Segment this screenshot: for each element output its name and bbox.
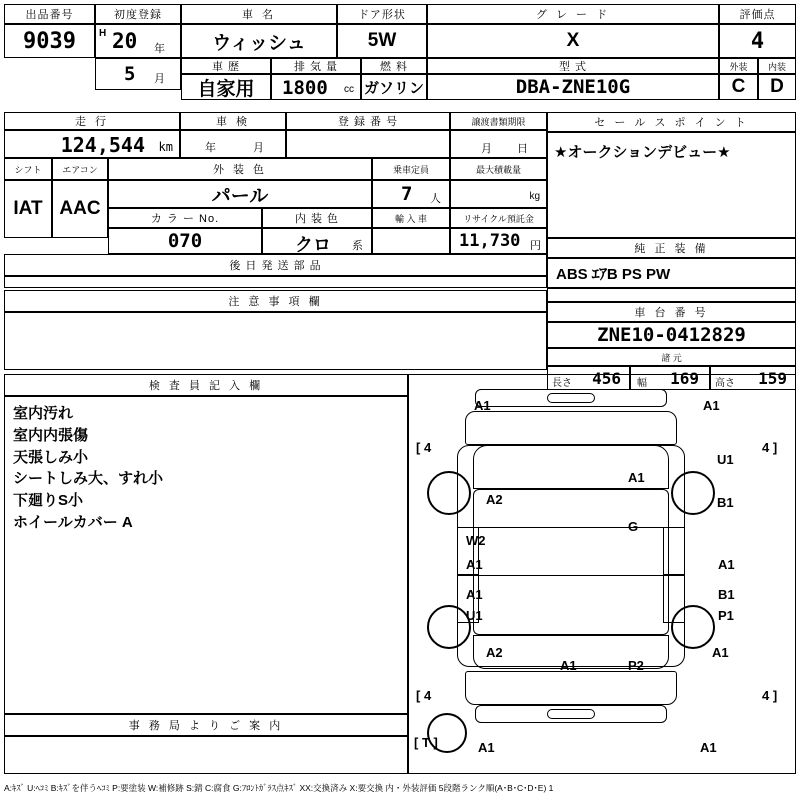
door-value-cell — [337, 24, 427, 58]
seats: 7 — [401, 183, 413, 205]
inspector-label: 検 査 員 記 入 欄 — [148, 380, 264, 392]
wheel-front-right — [671, 471, 715, 515]
oem-value-cell — [547, 258, 796, 288]
trunk-shape — [465, 671, 677, 705]
inspector-note-4: 下廻りS小 — [13, 492, 84, 509]
reg-no-label: 登 録 番 号 — [337, 116, 399, 128]
damage-mark-18: A1 — [560, 658, 577, 673]
shaken-value-cell — [180, 130, 286, 158]
rating: 4 — [750, 28, 765, 54]
shaken-label: 車 検 — [215, 116, 251, 128]
inspector-note-2: 天張しみ小 — [13, 448, 89, 466]
mileage-unit: km — [158, 140, 173, 154]
displacement-unit: cc — [344, 84, 354, 95]
int-grade-value-cell — [758, 74, 796, 100]
caution-value-cell — [4, 312, 547, 370]
damage-mark-1: A1 — [703, 398, 720, 413]
width-label: 幅 — [637, 378, 647, 389]
later-parts-value-cell — [4, 276, 547, 288]
door-label: ドア形状 — [358, 9, 406, 21]
damage-mark-9: W2 — [466, 533, 486, 548]
damage-mark-16: A2 — [486, 645, 503, 660]
recycle-label-cell — [450, 208, 547, 228]
ext-grade-value-cell — [719, 74, 758, 100]
transfer-label: 譲渡書類期限 — [471, 116, 526, 127]
sales-point-label: セ ー ル ス ポ イ ン ト — [594, 117, 749, 129]
lot-no-label-cell — [4, 4, 95, 24]
office-label: 事 務 局 よ り ご 案 内 — [128, 720, 284, 732]
damage-mark-21: 4 ] — [762, 688, 778, 703]
seats-label: 乗車定員 — [392, 164, 429, 175]
color-no-label-cell — [108, 208, 262, 228]
chassis-label-cell — [547, 302, 796, 322]
maxload-value-cell — [450, 180, 547, 208]
maxload-label-cell — [450, 158, 547, 180]
model-label: 型 式 — [558, 61, 588, 73]
int-color-label-cell — [262, 208, 372, 228]
exterior-label: 外装 — [729, 61, 748, 72]
exterior-grade: C — [731, 76, 746, 97]
transfer-label-cell — [450, 112, 547, 130]
damage-mark-4: A1 — [628, 470, 645, 485]
ext-color: パール — [211, 185, 269, 207]
displacement-label-cell — [271, 58, 361, 74]
import-label-cell — [372, 208, 450, 228]
office-label-cell — [4, 714, 408, 736]
displacement-value-cell — [271, 74, 361, 100]
car-name: ウィッシュ — [212, 32, 306, 54]
fuel-label: 燃 料 — [379, 61, 409, 73]
displacement: 1800 — [282, 77, 328, 99]
first-reg-year-cell — [95, 24, 181, 58]
first-reg-era: H — [99, 28, 107, 39]
sales-point: ★オークションデビュー★ — [554, 144, 731, 161]
door-label-cell — [337, 4, 427, 24]
recycle: 11,730 — [459, 231, 521, 251]
mileage-value-cell — [4, 130, 180, 158]
maxload-label: 最大積載量 — [475, 164, 521, 175]
aircon-value-cell — [52, 180, 108, 238]
length: 456 — [592, 369, 621, 388]
oem-label: 純 正 装 備 — [634, 243, 709, 255]
car-name-label-cell — [181, 4, 337, 24]
damage-mark-20: [ 4 — [416, 688, 432, 703]
int-color-label: 内 装 色 — [294, 213, 340, 225]
inspector-note-5: ホイールカバー A — [13, 513, 133, 531]
roof-line-2 — [473, 575, 669, 576]
inspector-label-cell — [4, 374, 408, 396]
damage-mark-14: U1 — [466, 608, 483, 623]
recycle-unit: 円 — [530, 240, 541, 252]
door: 5W — [367, 30, 397, 51]
rating-label-cell — [719, 4, 796, 24]
shift-value-cell — [4, 180, 52, 238]
roof-line-1 — [473, 527, 669, 528]
shaken-year-unit: 年 — [205, 142, 216, 154]
int-color-unit: 系 — [352, 240, 363, 252]
damage-mark-13: B1 — [718, 587, 735, 602]
damage-mark-0: A1 — [474, 398, 491, 413]
mileage: 124,544 — [60, 133, 145, 157]
color-no: 070 — [167, 230, 203, 252]
grade-label: グ レ ー ド — [535, 9, 611, 21]
rating-label: 評価点 — [739, 9, 776, 21]
first-reg-year-unit: 年 — [154, 43, 165, 55]
displacement-label: 排 気 量 — [293, 61, 339, 73]
caution-label-cell — [4, 290, 547, 312]
fuel: ガソリン — [363, 79, 424, 97]
shift-label: シフト — [14, 164, 42, 175]
transfer-month: 月 — [481, 143, 492, 155]
lot-no: 9039 — [23, 28, 76, 54]
rating-value-cell — [719, 24, 796, 58]
oem: ABS ｴｱB PS PW — [556, 265, 671, 283]
ext-color-label: 外 装 色 — [212, 164, 268, 176]
shaken-month-unit: 月 — [253, 142, 264, 154]
damage-mark-10: A1 — [466, 557, 483, 572]
history: 自家用 — [197, 78, 255, 100]
damage-mark-5: U1 — [717, 452, 734, 467]
damage-mark-6: A2 — [486, 492, 503, 507]
first-reg-month-unit: 月 — [154, 73, 165, 85]
sales-point-label-cell — [547, 112, 796, 132]
history-label: 車 歴 — [211, 61, 241, 73]
shift: IAT — [13, 198, 43, 219]
damage-diagram-panel — [408, 374, 796, 774]
aircon-label: エアコン — [62, 164, 98, 175]
damage-mark-24: A1 — [700, 740, 717, 755]
model: DBA-ZNE10G — [515, 76, 631, 98]
damage-mark-17: A1 — [712, 645, 729, 660]
grade: X — [566, 30, 580, 51]
first-reg-month: 5 — [124, 63, 136, 85]
inspector-note-1: 室内内張傷 — [13, 426, 89, 444]
damage-mark-8: G — [628, 519, 639, 534]
dimension-label: 諸 元 — [661, 352, 682, 363]
shift-label-cell — [4, 158, 52, 180]
seats-label-cell — [372, 158, 450, 180]
height-label: 高さ — [715, 378, 735, 389]
damage-mark-11: A1 — [718, 557, 735, 572]
office-value-cell — [4, 736, 408, 774]
damage-mark-12: A1 — [466, 587, 483, 602]
height: 159 — [758, 369, 787, 388]
ext-color-value-cell — [108, 180, 372, 208]
inspector-note-0: 室内汚れ — [13, 405, 74, 422]
import-value-cell — [372, 228, 450, 254]
reg-no-label-cell — [286, 112, 450, 130]
import-label: 輸 入 車 — [394, 213, 427, 224]
fuel-label-cell — [361, 58, 427, 74]
legend-footer: A:ｷｽﾞ U:ﾍｺﾐ B:ｷｽﾞを伴うﾍｺﾐ P:要塗装 W:補修跡 S:錆 C:腐食 G:ﾌﾛﾝﾄｶﾞﾗｽ点ｷｽﾞ XX:交換済み X:要交換 内・外装評価 5段階ランク順(A･B･C･D･E) 1 — [4, 783, 554, 793]
chassis-value-cell — [547, 322, 796, 348]
lot-no-value-cell — [4, 24, 95, 58]
later-parts-label: 後 日 発 送 部 品 — [229, 260, 322, 272]
maxload-unit: kg — [529, 191, 540, 202]
length-label: 長さ — [552, 378, 572, 389]
damage-mark-2: [ 4 — [416, 440, 432, 455]
ext-grade-label-cell — [719, 58, 758, 74]
right-spacer-cell — [547, 288, 796, 302]
damage-mark-3: 4 ] — [762, 440, 778, 455]
width: 169 — [670, 369, 699, 388]
damage-mark-7: B1 — [717, 495, 734, 510]
interior-grade: D — [770, 76, 784, 97]
damage-mark-22: [ T ] — [414, 735, 438, 750]
model-value-cell — [427, 74, 719, 100]
model-label-cell — [427, 58, 719, 74]
door-right-rear-shape — [663, 575, 685, 623]
oem-label-cell — [547, 238, 796, 258]
car-name-label: 車 名 — [241, 9, 277, 21]
caution-label: 注 意 事 項 欄 — [228, 296, 323, 308]
rear-plate-shape — [547, 709, 595, 719]
wheel-front-left — [427, 471, 471, 515]
aircon: AAC — [59, 198, 101, 219]
int-color-value-cell — [262, 228, 372, 254]
door-right-front-shape — [663, 527, 685, 575]
seats-unit: 人 — [430, 193, 441, 205]
fuel-value-cell — [361, 74, 427, 100]
mileage-label: 走 行 — [74, 116, 110, 128]
interior-label: 内装 — [767, 61, 786, 72]
roof-shape — [473, 489, 669, 635]
inspector-notes-cell — [4, 396, 408, 714]
inspector-note-3: シートしみ大、すれ小 — [13, 470, 164, 488]
car-name-value-cell — [181, 24, 337, 58]
history-value-cell — [181, 74, 271, 100]
damage-mark-23: A1 — [478, 740, 495, 755]
grade-value-cell — [427, 24, 719, 58]
color-no-label: カ ラ ー No. — [150, 213, 220, 225]
recycle-value-cell — [450, 228, 547, 254]
int-grade-label-cell — [758, 58, 796, 74]
damage-mark-15: P1 — [718, 608, 734, 623]
first-reg-month-cell — [95, 58, 181, 90]
front-plate-shape — [547, 393, 595, 403]
dimension-label-cell — [547, 348, 796, 366]
lot-no-label: 出品番号 — [25, 9, 74, 21]
transfer-day: 日 — [517, 143, 528, 155]
damage-mark-19: P2 — [628, 658, 644, 673]
seats-value-cell — [372, 180, 450, 208]
grade-label-cell — [427, 4, 719, 24]
chassis: ZNE10-0412829 — [597, 324, 746, 346]
history-label-cell — [181, 58, 271, 74]
first-reg-year: 20 — [112, 29, 138, 53]
hood-shape — [465, 411, 677, 445]
chassis-label: 車 台 番 号 — [634, 307, 709, 319]
int-color: クロ — [295, 235, 331, 255]
shaken-label-cell — [180, 112, 286, 130]
first-reg-label-cell — [95, 4, 181, 24]
transfer-value-cell — [450, 130, 547, 158]
color-no-value-cell — [108, 228, 262, 254]
mileage-label-cell — [4, 112, 180, 130]
reg-no-value-cell — [286, 130, 450, 158]
ext-color-label-cell — [108, 158, 372, 180]
later-parts-label-cell — [4, 254, 547, 276]
aircon-label-cell — [52, 158, 108, 180]
first-reg-label: 初度登録 — [114, 9, 162, 21]
recycle-label: リサイクル預託金 — [463, 213, 534, 224]
sales-point-value-cell — [547, 132, 796, 238]
